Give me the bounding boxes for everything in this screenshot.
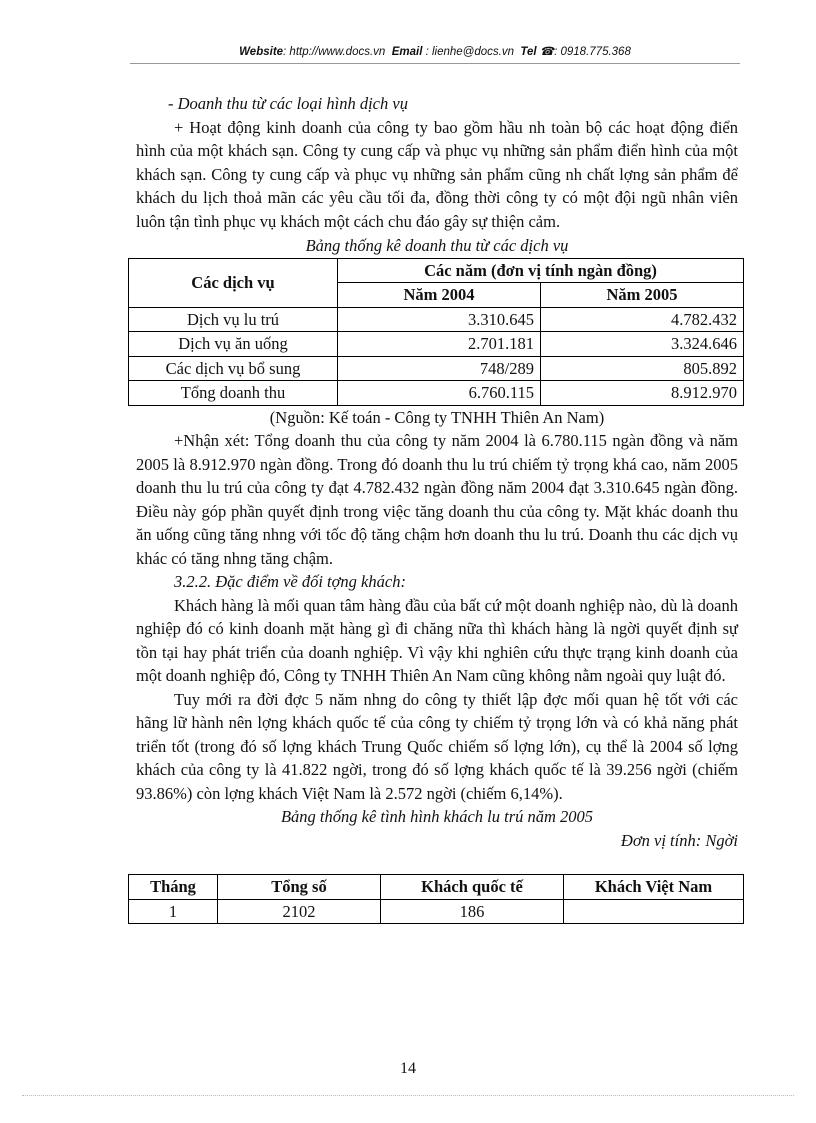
col-header-years: Các năm (đơn vị tính ngàn đồng)	[338, 258, 744, 283]
header-divider	[130, 63, 740, 64]
col-header-service: Các dịch vụ	[129, 258, 338, 307]
cell-month: 1	[129, 899, 218, 924]
cell-2005: 8.912.970	[541, 381, 744, 406]
website-label: Website	[239, 46, 284, 58]
cell-2005: 4.782.432	[541, 307, 744, 332]
table-header-row	[129, 258, 744, 283]
paragraph-activities: + Hoạt động kinh doanh của công ty bao gồm hầu nh toàn bộ các hoạt động điển hình của một khách sạn. Công ty cung cấp và phục vụ những sản phẩm điển hình của một khách sạn. Công ty cung cấp và phục vụ những sản phẩm cũng nh chất lợng sản phẩm để khách du lịch thoả mãn các yêu cầu tối đa, đồng thời công ty có một đội ngũ nhân viên luôn tận tình phục vụ khách một cách chu đáo gây sự thiện cảm.	[136, 117, 738, 231]
col-header-viet: Khách Việt Nam	[564, 875, 744, 900]
cell-2004: 2.701.181	[338, 332, 541, 357]
footer-divider	[22, 1095, 794, 1096]
col-header-total: Tổng số	[218, 875, 381, 900]
page-number: 14	[400, 1060, 416, 1077]
col-header-2004: Năm 2004	[338, 283, 541, 308]
table2-unit: Đơn vị tính: Ngời	[620, 830, 738, 850]
document-body	[136, 92, 738, 924]
section-heading-revenue: - Doanh thu từ các loại hình dịch vụ	[168, 94, 408, 113]
paragraph-visitors: Tuy mới ra đời đợc 5 năm nhng do công ty thiết lập đợc mối quan hệ tốt với các hãng lữ hành nên lợng khách quốc tế của công ty chiếm tỷ trọng lớn và có khả năng phát triển tốt (trong đó số lợng khách Trung Quốc chiếm số lợng lớn), cụ thể là 2004 số lợng khách của công ty là 41.822 ngời, trong đó số lợng khách quốc tế là 39.256 ngời (chiếm 93.86%) còn lợng khách Việt Nam là 2.572 ngời (chiếm 6,14%).	[136, 689, 738, 803]
cell-2004: 6.760.115	[338, 381, 541, 406]
paragraph-customers: Khách hàng là mối quan tâm hàng đầu của bất cứ một doanh nghiệp nào, dù là doanh nghiệp đó có kinh doanh mặt hàng gì đi chăng nữa thì khách hàng là ngời quyết định sự tồn tại hay phát triển của doanh nghiệp. Vì vậy khi nghiên cứu thực trạng kinh doanh của một doanh nghiệp đó, Công ty TNHH Thiên An Nam cũng không nằm ngoài quy luật đó.	[136, 595, 738, 685]
cell-service: Tổng doanh thu	[129, 381, 338, 406]
tel-label: Tel	[520, 46, 537, 58]
paragraph-remarks: +Nhận xét: Tổng doanh thu của công ty năm 2004 là 6.780.115 ngàn đồng và năm 2005 là 8.912.970 ngàn đồng. Trong đó doanh thu lu trú chiếm tỷ trọng khá cao, năm 2005 doanh thu lu trú của công ty đạt 4.782.432 ngàn đồng năm 2004 đạt 3.310.645 ngàn đồng. Điều này góp phần quyết định trong việc tăng doanh thu của công ty. Mặt khác doanh thu ăn uống cũng tăng nhng với tốc độ tăng chậm hơn doanh thu lu trú. Doanh thu các dịch vụ khác có tăng nhng tăng chậm.	[136, 431, 738, 568]
col-header-2005: Năm 2005	[541, 283, 744, 308]
table-row	[129, 381, 744, 406]
email-value: : lienhe@docs.vn	[425, 46, 514, 58]
cell-2005: 805.892	[541, 356, 744, 381]
cell-2004: 3.310.645	[338, 307, 541, 332]
cell-2004: 748/289	[338, 356, 541, 381]
table-row	[129, 356, 744, 381]
table-row	[129, 307, 744, 332]
email-label: Email	[391, 46, 423, 58]
revenue-table	[128, 258, 744, 406]
cell-viet	[564, 899, 744, 924]
tel-value: ☎: 0918.775.368	[539, 46, 631, 58]
table-row	[129, 332, 744, 357]
visitors-table	[128, 874, 744, 924]
table-row	[129, 899, 744, 924]
cell-2005: 3.324.646	[541, 332, 744, 357]
table1-caption: Bảng thống kê doanh thu từ các dịch vụ	[305, 236, 569, 255]
col-header-intl: Khách quốc tế	[381, 875, 564, 900]
cell-service: Các dịch vụ bổ sung	[129, 356, 338, 381]
website-value: : http://www.docs.vn	[283, 46, 386, 58]
col-header-month: Tháng	[129, 875, 218, 900]
section-heading-customers: 3.2.2. Đặc điểm về đối tợng khách:	[174, 572, 406, 591]
cell-service: Dịch vụ lu trú	[129, 307, 338, 332]
cell-intl: 186	[381, 899, 564, 924]
table2-caption: Bảng thống kê tình hình khách lu trú năm 2005	[280, 807, 594, 826]
page-header	[130, 44, 740, 58]
table1-source: (Nguồn: Kế toán - Công ty TNHH Thiên An Nam)	[269, 407, 605, 427]
cell-total: 2102	[218, 899, 381, 924]
cell-service: Dịch vụ ăn uống	[129, 332, 338, 357]
table-header-row	[129, 875, 744, 900]
